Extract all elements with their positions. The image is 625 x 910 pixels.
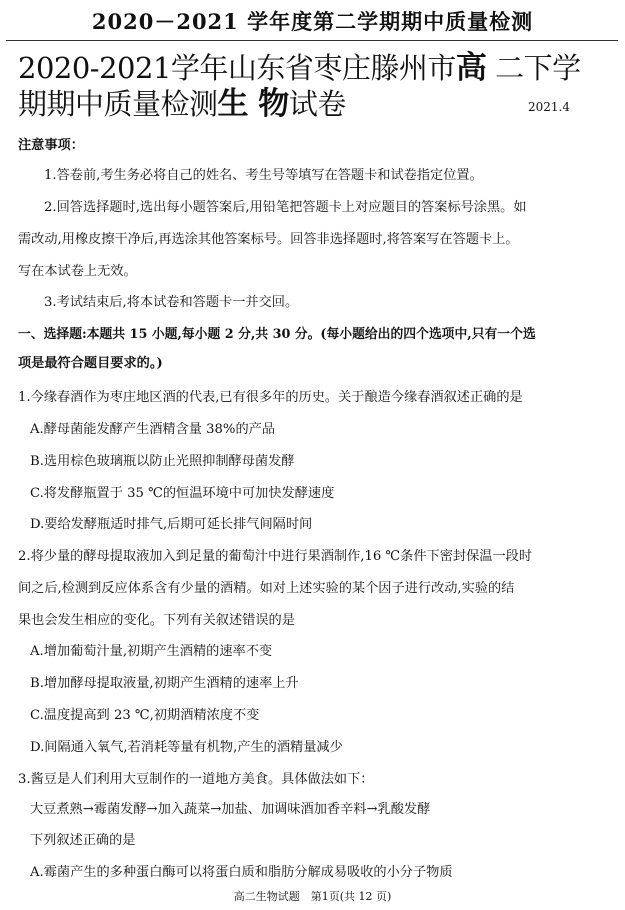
title-part: 期期中质量检测 — [18, 87, 218, 121]
question-2-stem-cont: 间之后,检测到反应体系含有少量的酒精。如对上述实验的某个因子进行改动,实验的结 — [18, 581, 515, 596]
section-heading-cont: 项是最符合题目要求的。) — [18, 356, 163, 371]
question-1-option-d: D.要给发酵瓶适时排气,后期可延长排气间隔时间 — [30, 517, 313, 532]
notice-item-2-cont: 需改动,用橡皮擦干净后,再选涂其他答案标号。回答非选择题时,将答案写在答题卡上。 — [18, 232, 519, 247]
title-part: 二下学 — [486, 51, 581, 85]
question-2-option-a: A.增加葡萄汁量,初期产生酒精的速率不变 — [30, 644, 273, 659]
notice-item-3: 3.考试结束后,将本试卷和答题卡一并交回。 — [44, 295, 299, 310]
question-1-stem: 1.今缘春酒作为枣庄地区酒的代表,已有很多年的历史。关于酿造今缘春酒叙述正确的是 — [18, 390, 523, 405]
title-line-1 — [18, 50, 618, 86]
title-bold-part: 高 — [455, 50, 487, 86]
question-3-option-a: A.霉菌产生的多种蛋白酶可以将蛋白质和脂肪分解成易吸收的小分子物质 — [30, 865, 453, 880]
title-part: 试卷 — [288, 87, 346, 121]
notice-item-2-cont: 写在本试卷上无效。 — [18, 264, 137, 279]
question-2-stem-cont: 果也会发生相应的变化。下列有关叙述错误的是 — [18, 613, 295, 628]
question-2-option-d: D.间隔通入氧气,若消耗等量有机物,产生的酒精量减少 — [30, 740, 343, 755]
section-heading: 一、选择题:本题共 15 小题,每小题 2 分,共 30 分。(每小题给出的四个选项中,只有一个选 — [18, 327, 536, 342]
question-1-option-a: A.酵母菌能发酵产生酒精含量 38%的产品 — [30, 422, 276, 437]
page-footer: 高二生物试题 第1页(共 12 页) — [233, 890, 392, 903]
exam-date: 2021.4 — [528, 100, 570, 114]
header-divider — [6, 40, 618, 41]
exam-header: 2020－2021 学年度第二学期期中质量检测 — [91, 9, 534, 34]
question-1-option-c: C.将发酵瓶置于 35 ℃的恒温环境中可加快发酵速度 — [30, 486, 335, 501]
question-3-ask: 下列叙述正确的是 — [30, 833, 136, 848]
title-subject: 生 物 — [217, 86, 289, 122]
question-2-option-c: C.温度提高到 23 ℃,初期酒精浓度不变 — [30, 708, 260, 723]
question-3-stem: 3.酱豆是人们利用大豆制作的一道地方美食。具体做法如下： — [18, 772, 374, 787]
question-2-stem: 2.将少量的酵母提取液加入到足量的葡萄汁中进行果酒制作,16 ℃条件下密封保温一段时 — [18, 549, 533, 564]
notice-heading: 注意事项： — [18, 138, 84, 153]
notice-item-1: 1.答卷前,考生务必将自己的姓名、考生号等填写在答题卡和试卷指定位置。 — [44, 168, 483, 183]
question-1-option-b: B.选用棕色玻璃瓶以防止光照抑制酵母菌发酵 — [30, 454, 295, 469]
title-part: 2020-2021学年山东省枣庄滕州市 — [18, 51, 456, 85]
notice-item-2: 2.回答选择题时,选出每小题答案后,用铅笔把答题卡上对应题目的答案标号涂黑。如 — [44, 200, 527, 215]
question-2-option-b: B.增加酵母提取液量,初期产生酒精的速率上升 — [30, 676, 299, 691]
question-3-flow: 大豆煮熟→霉菌发酵→加入蔬菜→加盐、加调味酒加香辛料→乳酸发酵 — [30, 802, 431, 817]
